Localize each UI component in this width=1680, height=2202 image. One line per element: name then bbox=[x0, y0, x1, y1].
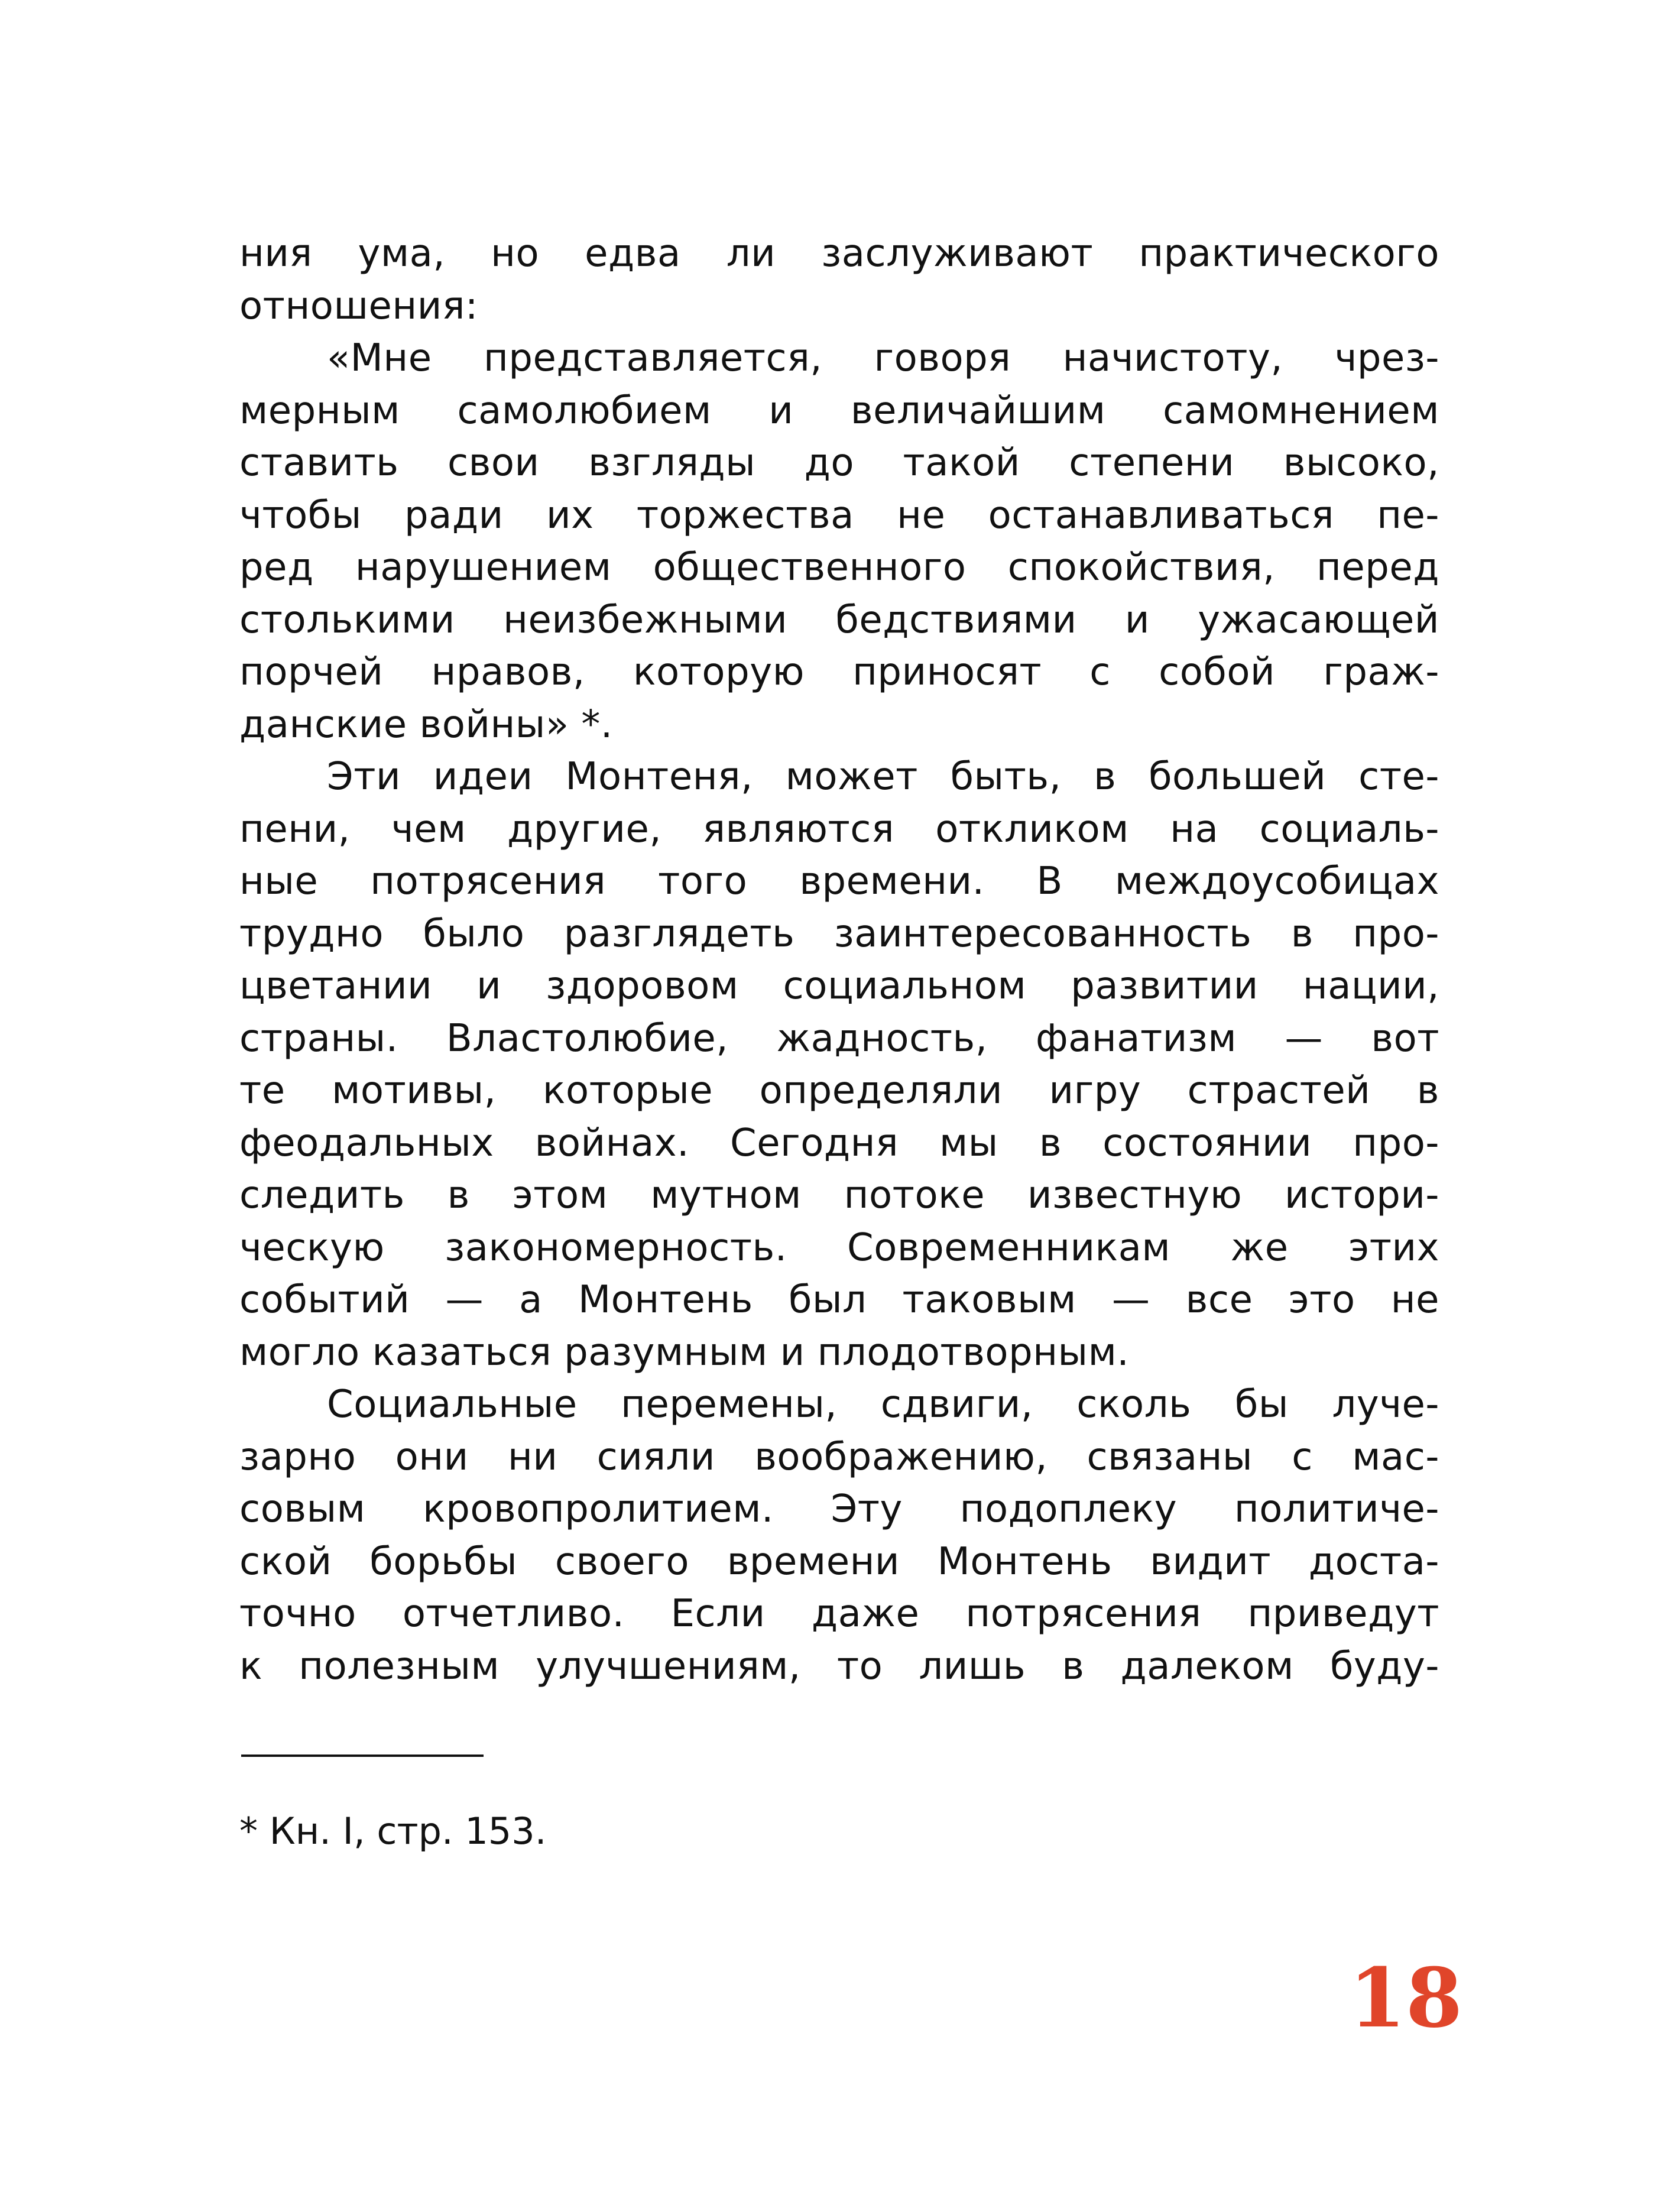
text-line: к полезным улучшениям, то лишь в далеком буду- bbox=[239, 1644, 1439, 1688]
body-text bbox=[239, 228, 1439, 1692]
text-line: ской борьбы своего времени Монтень видит доста- bbox=[239, 1539, 1439, 1584]
page-number: 18 bbox=[1349, 1950, 1463, 2046]
text-line: цветании и здоровом социальном развитии нации, bbox=[239, 964, 1439, 1008]
text-line: «Мне представляется, говоря начистоту, чрез- bbox=[327, 336, 1439, 380]
text-line: чтобы ради их торжества не останавливаться пе- bbox=[239, 493, 1439, 537]
footnote: * Кн. I, стр. 153. bbox=[239, 1809, 547, 1853]
text-line: следить в этом мутном потоке известную истори- bbox=[239, 1173, 1439, 1217]
text-line: трудно было разглядеть заинтересованность в про- bbox=[239, 912, 1439, 956]
text-line: ния ума, но едва ли заслуживают практического bbox=[239, 232, 1439, 275]
text-line: ред нарушением общественного спокойствия, перед bbox=[239, 546, 1439, 589]
text-line: столькими неизбежными бедствиями и ужасающей bbox=[239, 598, 1439, 642]
footnote-divider bbox=[241, 1755, 484, 1757]
text-line: порчей нравов, которую приносят с собой граж- bbox=[239, 650, 1439, 694]
text-line: ставить свои взгляды до такой степени высоко, bbox=[239, 441, 1439, 485]
text-line: Социальные перемены, сдвиги, сколь бы луче- bbox=[327, 1383, 1439, 1426]
text-line: мерным самолюбием и величайшим самомнением bbox=[239, 388, 1439, 433]
text-line: ные потрясения того времени. В междоусобицах bbox=[239, 860, 1439, 903]
text-line: зарно они ни сияли воображению, связаны с мас- bbox=[239, 1435, 1439, 1479]
text-line: событий — а Монтень был таковым — все это не bbox=[239, 1278, 1439, 1322]
text-line: страны. Властолюбие, жадность, фанатизм — вот bbox=[239, 1016, 1439, 1061]
text-line: те мотивы, которые определяли игру страстей в bbox=[239, 1069, 1439, 1113]
text-line: ческую закономерность. Современникам же этих bbox=[239, 1225, 1439, 1270]
text-line: отношения: bbox=[239, 284, 478, 328]
text-line: точно отчетливо. Если даже потрясения приведут bbox=[239, 1592, 1439, 1636]
text-line: совым кровопролитием. Эту подоплеку политиче- bbox=[239, 1487, 1439, 1531]
text-line: феодальных войнах. Сегодня мы в состоянии про- bbox=[239, 1121, 1439, 1165]
text-line: пени, чем другие, являются откликом на социаль- bbox=[239, 807, 1439, 851]
text-line: данские войны» *. bbox=[239, 702, 613, 747]
text-line: Эти идеи Монтеня, может быть, в большей сте- bbox=[327, 755, 1439, 799]
text-line: могло казаться разумным и плодотворным. bbox=[239, 1330, 1130, 1374]
